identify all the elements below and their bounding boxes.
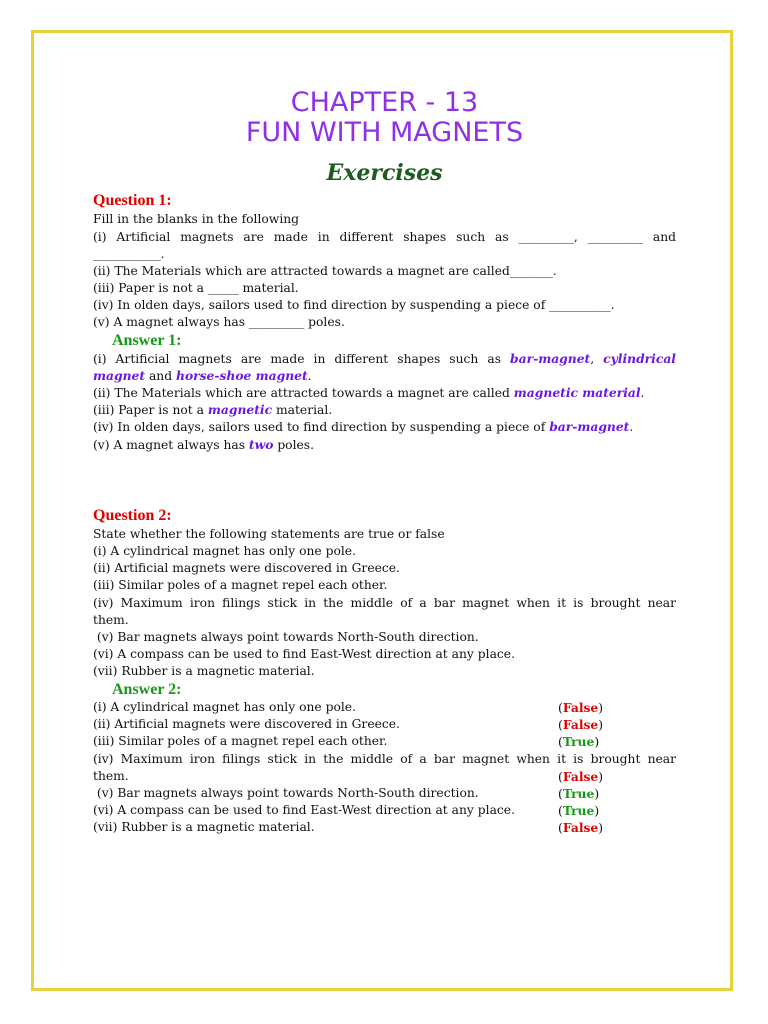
question-2-item-ii: (ii) Artificial magnets were discovered in Greece. [93, 561, 400, 575]
question-2-item-iv-cont: them. [93, 613, 129, 627]
question-1-item-iii: (iii) Paper is not a _____ material. [93, 281, 299, 295]
answer-1-item-ii: (ii) The Materials which are attracted towards a magnet are called magnetic material. [93, 385, 645, 400]
chapter-title: FUN WITH MAGNETS [245, 117, 524, 148]
question-2-item-vii: (vii) Rubber is a magnetic material. [93, 664, 315, 678]
answer-1-item-v: (v) A magnet always has two poles. [93, 437, 315, 452]
question-1-item-ii: (ii) The Materials which are attracted towards a magnet are called_______. [93, 264, 557, 278]
answer-2-heading: Answer 2: [112, 681, 182, 698]
question-1-item-iv: (iv) In olden days, sailors used to find direction by suspending a piece of __________. [93, 298, 615, 312]
question-1-item-i: (i) Artificial magnets are made in different shapes such as _________, _________ and [93, 230, 676, 244]
answer-2-item-i: (i) A cylindrical magnet has only one pole. (False) [93, 700, 604, 715]
question-1-item-i-cont: ___________. [93, 247, 165, 261]
answer-status: (False) [558, 820, 604, 835]
answer-1-item-iv: (iv) In olden days, sailors used to find direction by suspending a piece of bar-magnet. [93, 419, 634, 434]
answer-status: (True) [558, 786, 600, 801]
answer-2-item-iii: (iii) Similar poles of a magnet repel each other. (True) [93, 734, 600, 749]
answer-1-heading: Answer 1: [112, 332, 182, 349]
question-2-heading: Question 2: [93, 507, 172, 524]
question-2-item-vi: (vi) A compass can be used to find East-West direction at any place. [93, 647, 515, 661]
answer-status: (False) [558, 769, 604, 784]
answer-1-item-i-cont: magnet and horse-shoe magnet. [93, 368, 312, 383]
answer-status: (True) [558, 803, 600, 818]
answer-2-item-ii: (ii) Artificial magnets were discovered in Greece. (False) [93, 717, 604, 732]
question-2-item-v: (v) Bar magnets always point towards North-South direction. [93, 630, 479, 644]
question-1-item-v: (v) A magnet always has _________ poles. [93, 315, 345, 329]
question-2-intro: State whether the following statements are true or false [93, 527, 445, 541]
answer-1-item-iii: (iii) Paper is not a magnetic material. [93, 402, 333, 417]
answer-2-item-v: (v) Bar magnets always point towards North-South direction. (True) [93, 786, 600, 801]
chapter-number: CHAPTER - 13 [290, 87, 479, 118]
answer-2-item-iv: (iv) Maximum iron filings stick in the middle of a bar magnet when it is brought near [93, 752, 676, 766]
answer-status: (True) [558, 734, 600, 749]
answer-1-item-i: (i) Artificial magnets are made in different shapes such as bar-magnet, cylindrical [93, 351, 676, 366]
answer-status: (False) [558, 717, 604, 732]
question-2-item-iii: (iii) Similar poles of a magnet repel each other. [93, 578, 388, 592]
question-2-item-iv: (iv) Maximum iron filings stick in the middle of a bar magnet when it is brought near [93, 596, 676, 610]
answer-status: (False) [558, 700, 604, 715]
exercises-heading: Exercises [326, 160, 443, 186]
answer-2-item-vi: (vi) A compass can be used to find East-West direction at any place. (True) [93, 803, 600, 818]
answer-2-item-vii: (vii) Rubber is a magnetic material. (False) [93, 820, 604, 835]
answer-2-item-iv-cont: them. (False) [93, 769, 604, 784]
question-1-intro: Fill in the blanks in the following [93, 212, 300, 226]
question-2-item-i: (i) A cylindrical magnet has only one pole. [93, 544, 356, 558]
question-1-heading: Question 1: [93, 192, 172, 209]
